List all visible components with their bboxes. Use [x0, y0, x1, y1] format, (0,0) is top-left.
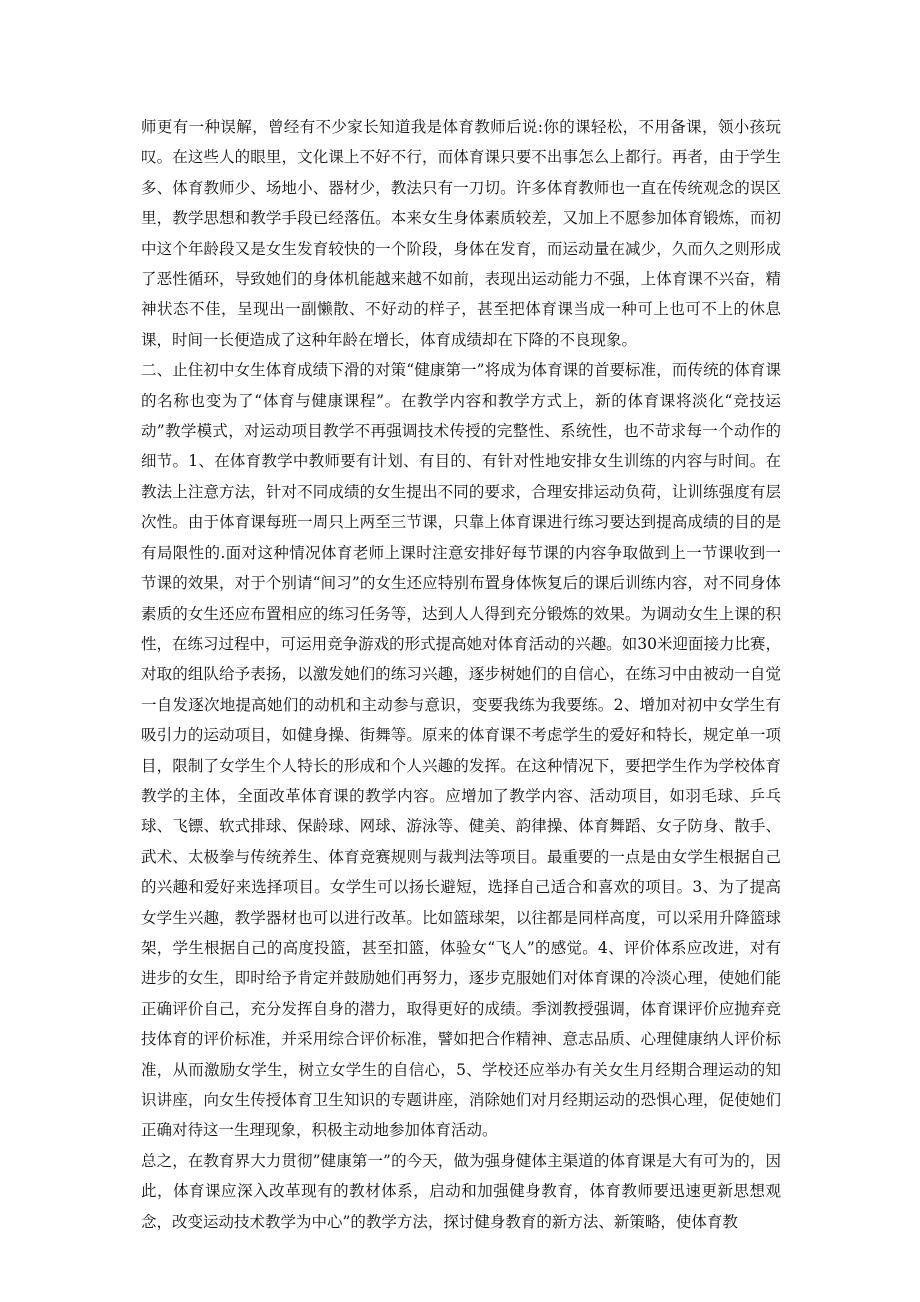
paragraph-2: 二、止住初中女生体育成绩下滑的对策“健康第一”将成为体育课的首要标准，而传统的体育课的名称也变为了“体育与健康课程”。在教学内容和教学方式上，新的体育课将淡化“竞技运动”教学模式，对运动项目教学不再强调技术传授的完整性、系统性，也不苛求每一个动作的细节。1、在体育教学中教师要有计划、有目的、有针对性地安排女生训练的内容与时间。在教法上注意方法，针对不同成绩的女生提出不同的要求，合理安排运动负荷，让训练强度有层次性。由于体育课每班一周只上两至三节课，只靠上体育课进行练习要达到提高成绩的目的是有局限性的.面对这种情况体育老师上课时注意安排好每节课的内容争取做到上一节课收到一节课的效果，对于个别请“间习”的女生还应特别布置身体恢复后的课后训练内容，对不同身体素质的女生还应布置相应的练习任务等，达到人人得到充分锻炼的效果。为调动女生上课的积性，在练习过程中，可运用竞争游戏的形式提高她对体育活动的兴趣。如30米迎面接力比赛，对取的组队给予表扬，以激发她们的练习兴趣，逐步树她们的自信心，在练习中由被动一自觉一自发逐次地提高她们的动机和主动参与意识，变要我练为我要练。2、增加对初中女学生有吸引力的运动项目，如健身操、街舞等。原来的体育课不考虑学生的爱好和特长，规定单一项目，限制了女学生个人特长的形成和个人兴趣的发挥。在这种情况下，要把学生作为学校体育教学的主体，全面改革体育课的教学内容。应增加了教学内容、活动项目，如羽毛球、乒乓球、飞镖、软式排球、保龄球、网球、游泳等、健美、韵律操、体育舞蹈、女子防身、散手、武术、太极拳与传统养生、体育竞赛规则与裁判法等项目。最重要的一点是由女学生根据自己的兴趣和爱好来选择项目。女学生可以扬长避短，选择自己适合和喜欢的项目。3、为了提高女学生兴趣，教学器材也可以进行改革。比如篮球架，以往都是同样高度，可以采用升降篮球架，学生根据自己的高度投篮，甚至扣篮，体验女“飞人”的感觉。4、评价体系应改进，对有进步的女生，即时给予肯定并鼓励她们再努力，逐步克服她们对体育课的冷淡心理，使她们能正确评价自己，充分发挥自身的潜力，取得更好的成绩。季浏教授强调，体育课评价应抛弃竞技体育的评价标准，并采用综合评价标准，譬如把合作精神、意志品质、心理健康纳人评价标准，从而激励女学生，树立女学生的自信心，5、学校还应举办有关女生月经期合理运动的知识讲座，向女生传授体育卫生知识的专题讲座，消除她们对月经期运动的恐惧心理，促使她们正确对待这一生理现象，积极主动地参加体育活动。 [141, 361, 781, 1140]
paragraph-3: 总之，在教育界大力贯彻”健康第一”的今天，做为强身健体主渠道的体育课是大有可为的，因此，体育课应深入改革现有的教材体系，启动和加强健身教育，体育教师要迅速更新思想观念，改变运动技术教学为中心”的教学方法，探讨健身教育的新方法、新策略，使体育教 [141, 1151, 781, 1231]
document-body [141, 112, 781, 1237]
paragraph-1: 师更有一种误解，曾经有不少家长知道我是体育教师后说:你的课轻松，不用备课，领小孩玩叹。在这些人的眼里，文化课上不好不行，而体育课只要不出事怎么上都行。再者，由于学生多、体育教师少、场地小、器材少，教法只有一刀切。许多体育教师也一直在传统观念的误区里，教学思想和教学手段已经落伍。本来女生身体素质较差，又加上不愿参加体育锻炼，而初中这个年龄段又是女生发育较快的一个阶段，身体在发育，而运动量在减少，久而久之则形成了恶性循环，导致她们的身体机能越来越不如前，表现出运动能力不强，上体育课不兴奋，精神状态不佳，呈现出一副懒散、不好动的样子，甚至把体育课当成一种可上也可不上的休息课，时间一长便造成了这种年龄在增长，体育成绩却在下降的不良现象。 [141, 118, 781, 349]
